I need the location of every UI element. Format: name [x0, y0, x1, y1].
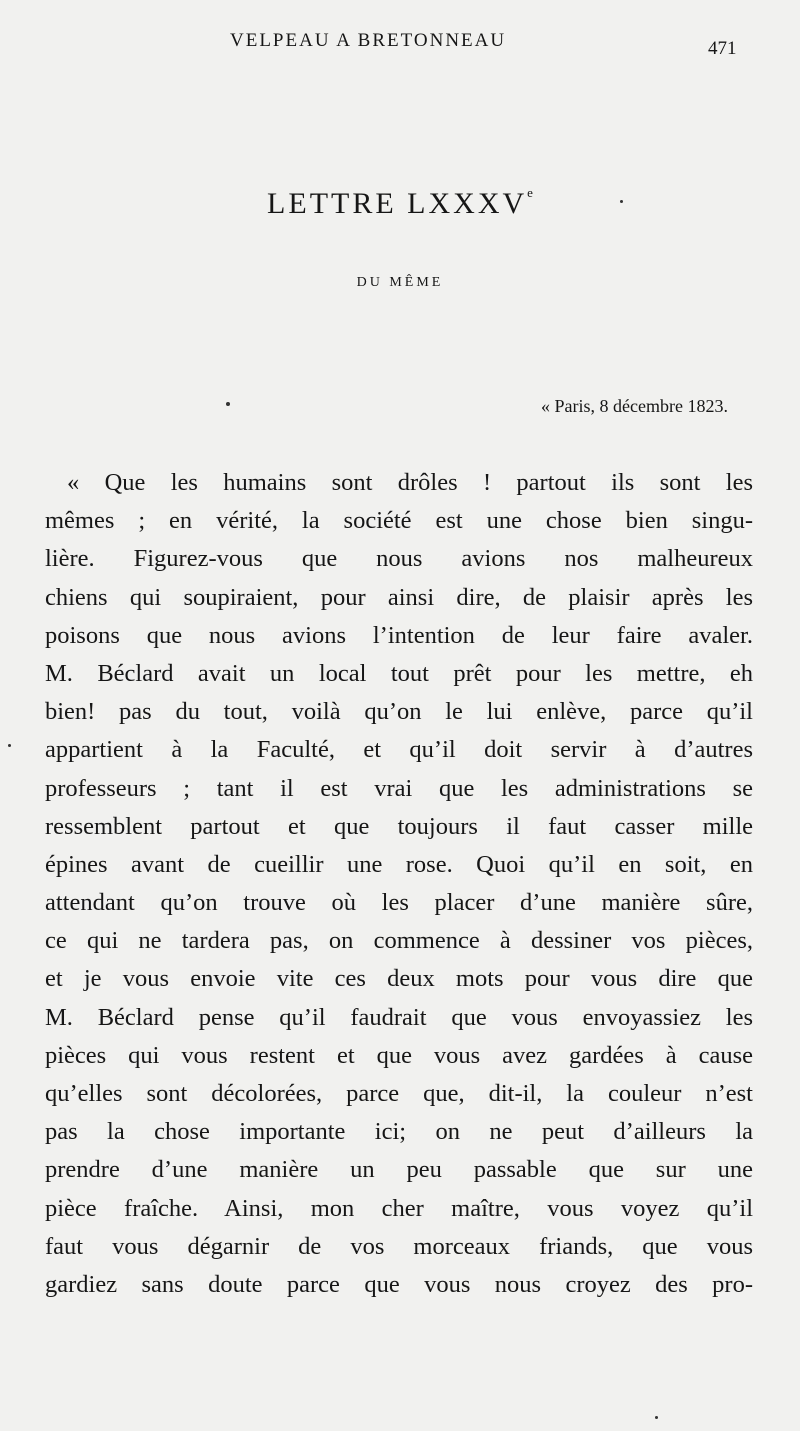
text-line: pièce fraîche. Ainsi, mon cher maître, vous voyez qu’il	[45, 1194, 753, 1222]
text-line: chiens qui soupiraient, pour ainsi dire, de plaisir après les	[45, 583, 753, 611]
letter-title-suffix: e	[527, 185, 533, 200]
body-text	[45, 464, 753, 1304]
text-line: appartient à la Faculté, et qu’il doit servir à d’autres	[45, 736, 753, 764]
print-speck	[226, 402, 230, 406]
print-speck	[655, 1416, 658, 1419]
text-line: pièces qui vous restent et que vous avez gardées à cause	[45, 1041, 753, 1069]
text-line: prendre d’une manière un peu passable que sur une	[45, 1156, 753, 1184]
letter-title	[0, 185, 800, 221]
letter-dateline: « Paris, 8 décembre 1823.	[541, 396, 728, 416]
running-head: VELPEAU A BRETONNEAU	[230, 30, 507, 51]
text-line: mêmes ; en vérité, la société est une chose bien singu-	[45, 507, 753, 535]
text-line: lière. Figurez-vous que nous avions nos malheureux	[45, 545, 753, 573]
text-line: attendant qu’on trouve où les placer d’une manière sûre,	[45, 889, 753, 917]
print-speck	[620, 200, 623, 203]
page-number: 471	[708, 38, 737, 59]
text-line: M. Béclard pense qu’il faudrait que vous envoyassiez les	[45, 1003, 753, 1031]
text-line: qu’elles sont décolorées, parce que, dit-il, la couleur n’est	[45, 1080, 753, 1107]
text-line: ce qui ne tardera pas, on commence à dessiner vos pièces,	[45, 927, 753, 955]
print-speck	[8, 744, 11, 747]
letter-title-text: LETTRE LXXXV	[267, 187, 528, 220]
letter-subtitle: DU MÊME	[356, 275, 444, 290]
text-line: ressemblent partout et que toujours il faut casser mille	[45, 812, 753, 840]
text-line: faut vous dégarnir de vos morceaux friands, que vous	[45, 1232, 753, 1260]
text-line: M. Béclard avait un local tout prêt pour les mettre, eh	[45, 659, 753, 687]
text-line: professeurs ; tant il est vrai que les administrations se	[45, 774, 753, 802]
text-line: et je vous envoie vite ces deux mots pour vous dire que	[45, 965, 753, 993]
text-line: pas la chose importante ici; on ne peut d’ailleurs la	[45, 1118, 753, 1146]
text-line: « Que les humains sont drôles ! partout ils sont les	[67, 469, 753, 496]
text-line: épines avant de cueillir une rose. Quoi qu’il en soit, en	[45, 850, 753, 878]
text-line: poisons que nous avions l’intention de leur faire avaler.	[45, 621, 753, 649]
text-line: gardiez sans doute parce que vous nous croyez des pro-	[45, 1270, 753, 1298]
text-line: bien! pas du tout, voilà qu’on le lui enlève, parce qu’il	[45, 698, 753, 726]
